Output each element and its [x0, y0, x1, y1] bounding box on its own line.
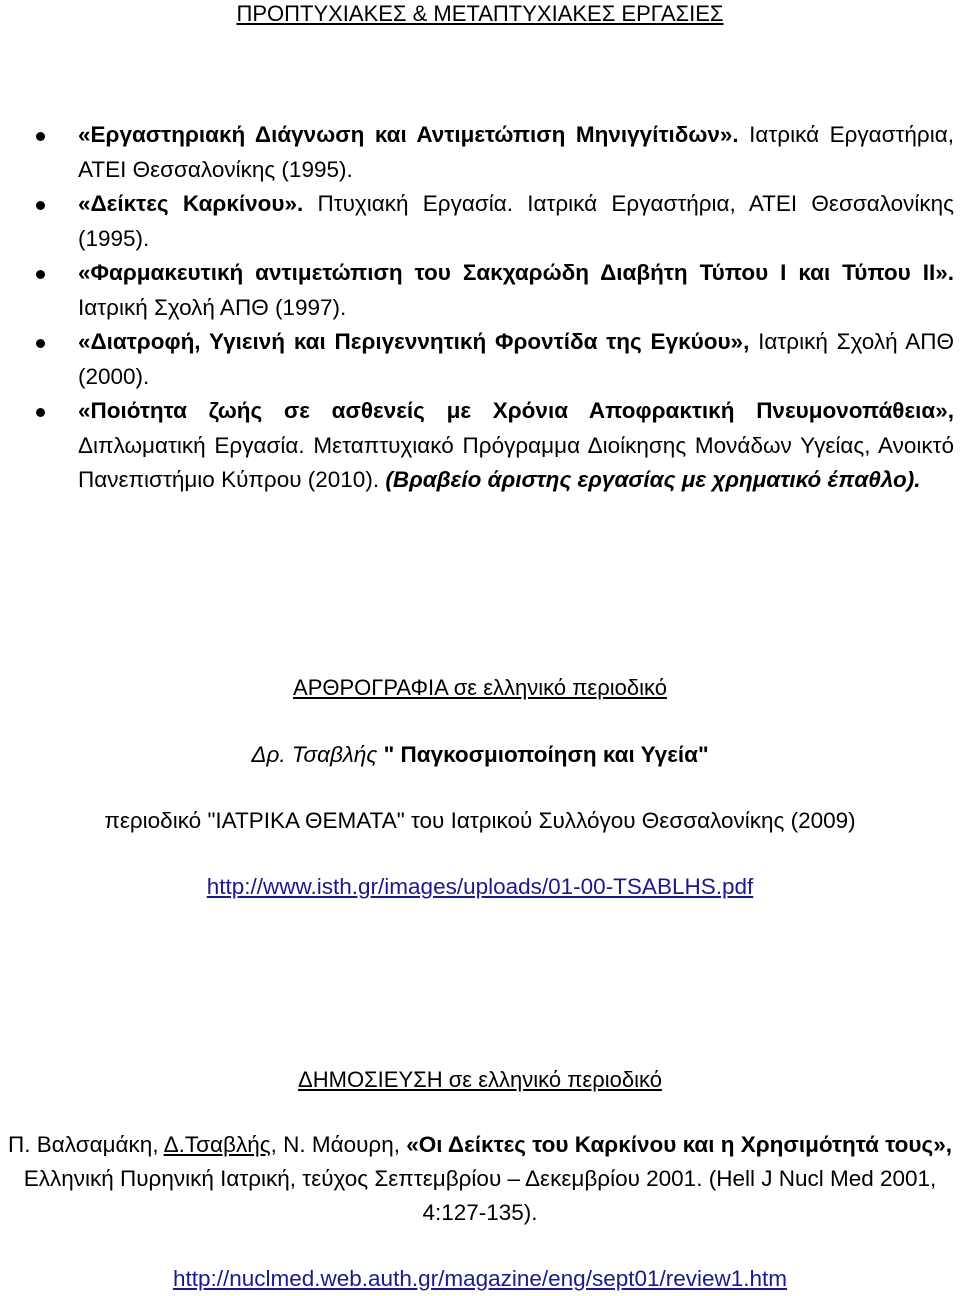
- bullet-icon: [36, 408, 45, 417]
- publication-journal: Ελληνική Πυρηνική Ιατρική, τεύχος Σεπτεμβρίου – Δεκεμβρίου 2001. (Hell J Nucl Med 2001, 4:127-135).: [23, 1166, 937, 1225]
- work-details: Ιατρική Σχολή ΑΠΘ (1997).: [78, 294, 347, 320]
- bullet-icon: [36, 201, 45, 210]
- list-item: [0, 187, 960, 256]
- list-item: [0, 256, 960, 325]
- work-details: Πτυχιακή Εργασία. Ιατρικά Εργαστήρια, ΑΤΕΙ Θεσσαλονίκης (1995).: [78, 191, 954, 251]
- article-journal: περιοδικό "ΙΑΤΡΙΚΑ ΘΕΜΑΤΑ" του Ιατρικού Συλλόγου Θεσσαλονίκης (2009): [104, 808, 856, 833]
- publication-link-line: [0, 1262, 960, 1296]
- work-details: Διπλωματική Εργασία. Μεταπτυχιακό Πρόγραμμα Διοίκησης Μονάδων Υγείας, Ανοικτό Πανεπιστήμιο Κύπρου (2010).: [78, 432, 954, 492]
- work-title: «Ποιότητα ζωής σε ασθενείς με Χρόνια Αποφρακτική Πνευμονοπάθεια»,: [78, 398, 954, 423]
- work-title: «Δείκτες Καρκίνου».: [78, 191, 304, 216]
- works-list: [0, 118, 960, 498]
- work-details: Ιατρικά Εργαστήρια, ΑΤΕΙ Θεσσαλονίκης (1995).: [78, 122, 954, 182]
- article-byline: [0, 738, 960, 772]
- list-item: [0, 394, 960, 498]
- publication-link[interactable]: http://nuclmed.web.auth.gr/magazine/eng/sept01/review1.htm: [172, 1266, 788, 1291]
- section-heading-works: ΠΡΟΠΤΥΧΙΑΚΕΣ & ΜΕΤΑΠΤΥΧΙΑΚΕΣ ΕΡΓΑΣΙΕΣ: [236, 1, 724, 26]
- bullet-icon: [36, 270, 45, 279]
- article-title: " Παγκοσμιοποίηση και Υγεία": [377, 742, 709, 767]
- publication-author-highlight: Δ.Τσαβλής: [163, 1132, 271, 1157]
- list-item: [0, 325, 960, 394]
- bullet-icon: [36, 339, 45, 348]
- bullet-icon: [36, 132, 45, 141]
- work-details: Ιατρική Σχολή ΑΠΘ (2000).: [78, 329, 954, 389]
- publication-title: «Οι Δείκτες του Καρκίνου και η Χρησιμότητά τους»,: [406, 1132, 952, 1157]
- work-title: «Φαρμακευτική αντιμετώπιση του Σακχαρώδη Διαβήτη Τύπου Ι και Τύπου ΙΙ».: [78, 260, 954, 285]
- list-item: [0, 118, 960, 187]
- publication-author: Π. Βαλσαμάκη,: [8, 1132, 164, 1157]
- article-author: Δρ. Τσαβλής: [251, 742, 378, 767]
- article-link-line: [0, 870, 960, 904]
- section-heading-articles: ΑΡΘΡΟΓΡΑΦΙΑ σε ελληνικό περιοδικό: [293, 675, 667, 700]
- article-link[interactable]: http://www.isth.gr/images/uploads/01-00-TSABLHS.pdf: [206, 874, 754, 899]
- section-heading-publications: ΔΗΜΟΣΙΕΥΣΗ σε ελληνικό περιοδικό: [298, 1067, 662, 1092]
- work-title: «Εργαστηριακή Διάγνωση και Αντιμετώπιση Μηνιγγίτιδων».: [78, 122, 739, 147]
- publication-author: , Ν. Μάουρη,: [270, 1132, 407, 1157]
- work-title: «Διατροφή, Υγιεινή και Περιγεννητική Φροντίδα της Εγκύου»,: [78, 329, 750, 354]
- award-note: (Βραβείο άριστης εργασίας με χρηματικό έπαθλο).: [385, 467, 921, 492]
- publication-citation: [0, 1128, 960, 1230]
